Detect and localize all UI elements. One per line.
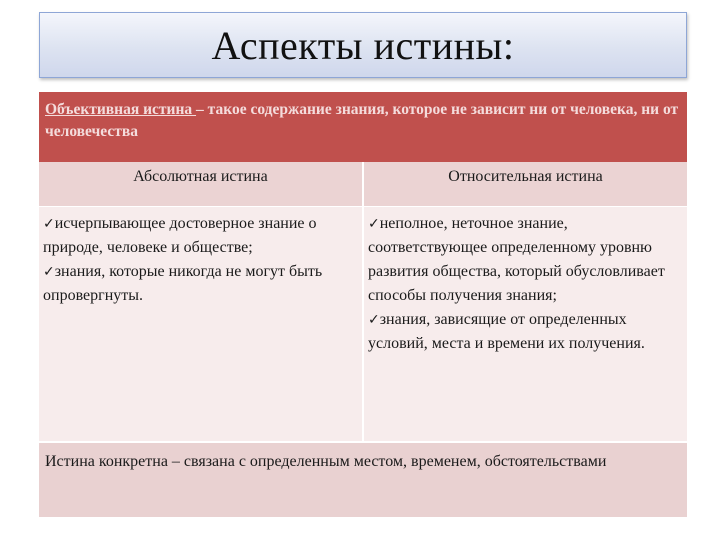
check-icon: ✓	[368, 311, 380, 328]
check-icon: ✓	[368, 215, 380, 232]
list-item	[43, 212, 358, 260]
list-item-text: знания, зависящие от определенных условий, места и времени их получения.	[368, 310, 645, 352]
check-icon: ✓	[43, 263, 55, 280]
page-title: Аспекты истины:	[211, 22, 515, 68]
title-banner	[39, 12, 687, 78]
column-header-relative: Относительная истина	[363, 162, 687, 206]
truth-aspects-table	[39, 92, 687, 517]
column-header-absolute: Абсолютная истина	[39, 162, 363, 206]
concrete-truth-cell: Истина конкретна – связана с определенным местом, временем, обстоятельствами	[39, 442, 687, 517]
definition-term: Объективная истина	[45, 101, 197, 118]
content-row	[39, 206, 687, 442]
column-header-row	[39, 162, 687, 206]
definition-row	[39, 92, 687, 162]
list-item	[368, 212, 683, 308]
list-item-text: знания, которые никогда не могут быть опровергнуты.	[43, 262, 323, 304]
absolute-truth-cell	[39, 206, 363, 442]
check-icon: ✓	[43, 215, 55, 232]
list-item	[368, 308, 683, 356]
definition-cell	[39, 92, 687, 162]
list-item-text: неполное, неточное знание, соответствующее определенному уровню развития общества, который обусловливает способы получения знания;	[368, 214, 665, 304]
list-item-text: исчерпывающее достоверное знание о природе, человеке и обществе;	[43, 214, 317, 256]
definition-text: – такое содержание знания, которое не зависит ни от человека, ни от человечества	[45, 101, 679, 140]
footer-row	[39, 442, 687, 517]
relative-truth-cell	[363, 206, 687, 442]
list-item	[43, 260, 358, 308]
